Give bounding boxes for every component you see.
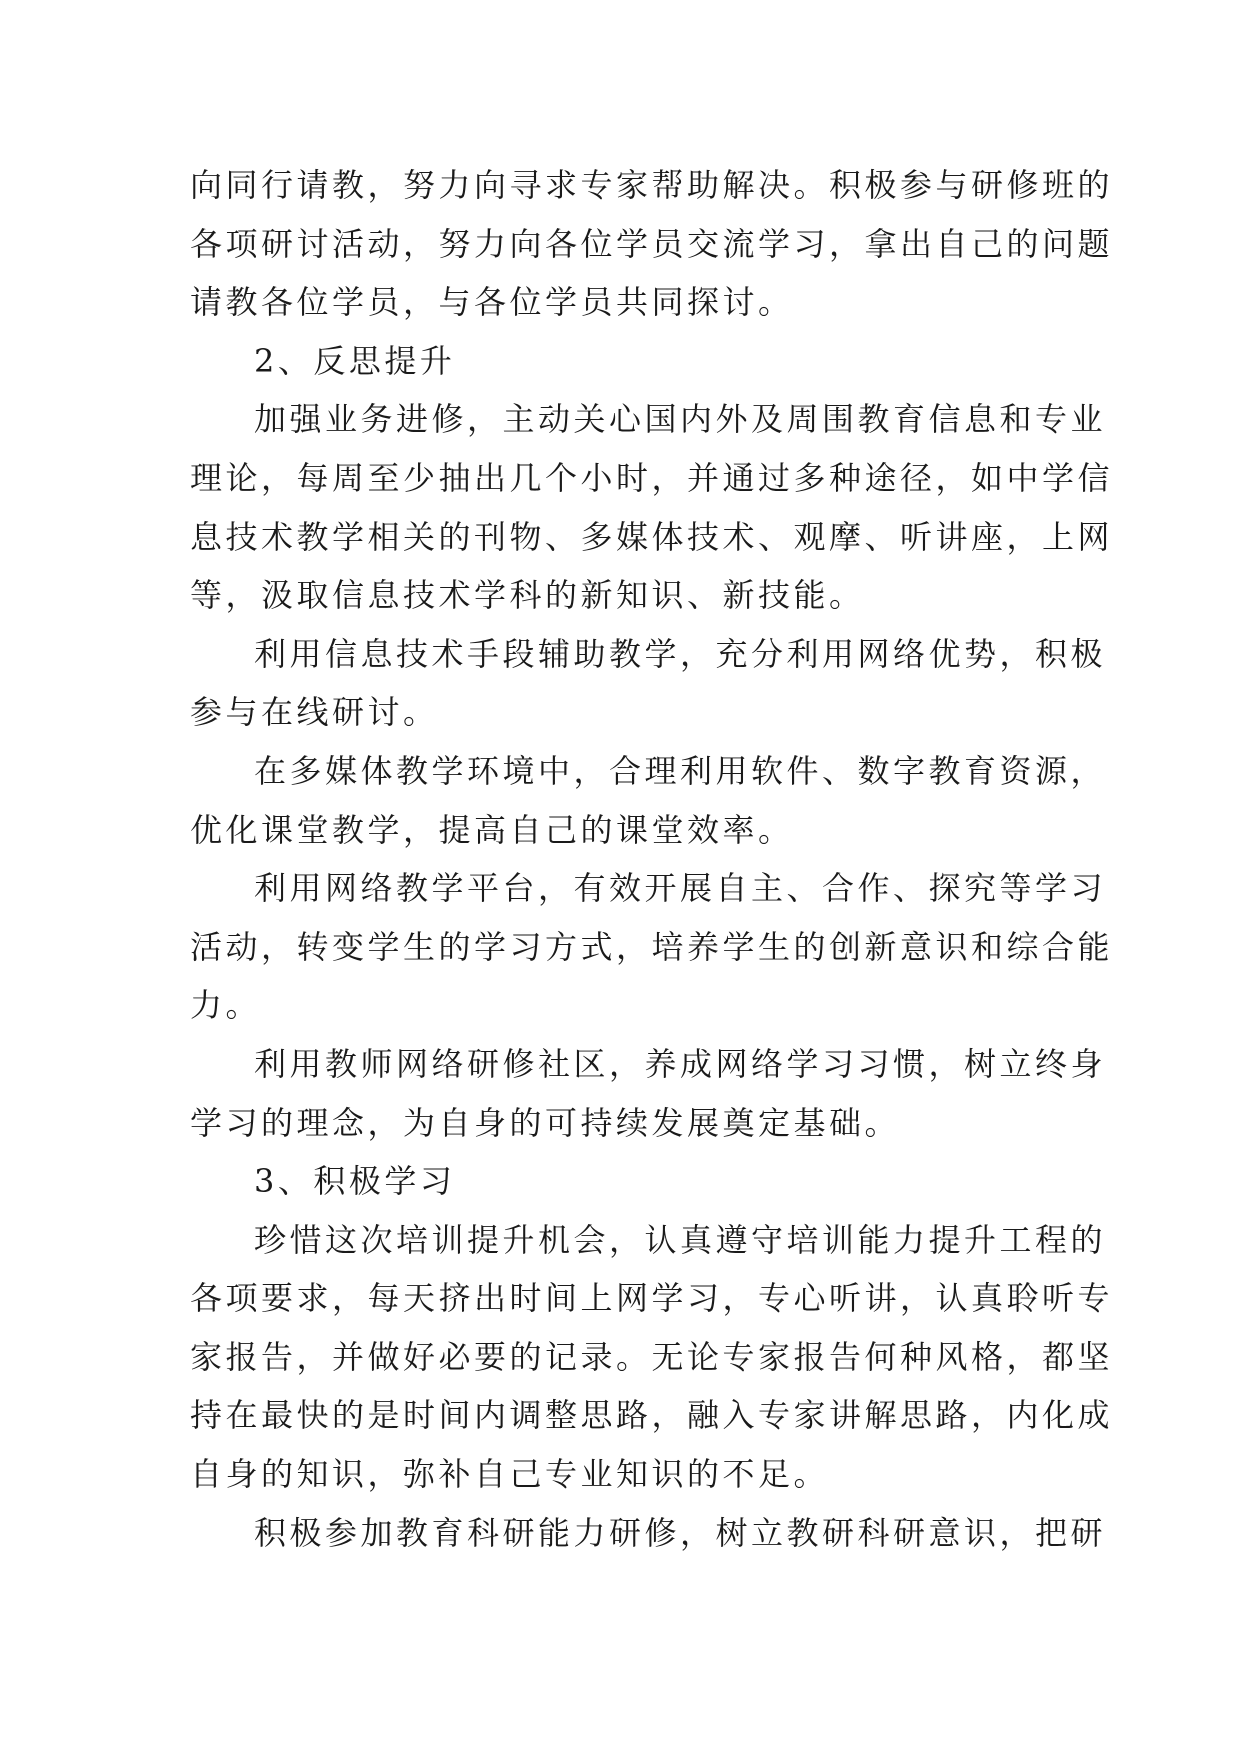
text-line: 积极参加教育科研能力研修，树立教研科研意识，把研 — [254, 1513, 1107, 1552]
text-line: 利用信息技术手段辅助教学，充分利用网络优势，积极 — [254, 634, 1107, 673]
text-line: 利用教师网络研修社区，养成网络学习习惯，树立终身 — [254, 1044, 1107, 1083]
text-line: 珍惜这次培训提升机会，认真遵守培训能力提升工程的 — [254, 1220, 1107, 1259]
text-line: 利用网络教学平台，有效开展自主、合作、探究等学习 — [254, 869, 1107, 908]
text-line: 理论，每周至少抽出几个小时，并通过多种途径，如中学信 — [190, 458, 1114, 497]
document-body — [190, 156, 1114, 1562]
text-line: 加强业务进修，主动关心国内外及周围教育信息和专业 — [254, 400, 1107, 439]
text-line: 持在最快的是时间内调整思路，融入专家讲解思路，内化成 — [190, 1396, 1114, 1435]
text-line: 参与在线研讨。 — [190, 693, 439, 732]
text-line: 3、积极学习 — [254, 1162, 456, 1201]
text-line: 学习的理念，为自身的可持续发展奠定基础。 — [190, 1103, 901, 1142]
text-line: 自身的知识，弥补自己专业知识的不足。 — [190, 1455, 830, 1494]
text-line: 在多媒体教学环境中，合理利用软件、数字教育资源， — [254, 751, 1107, 790]
text-line: 家报告，并做好必要的记录。无论专家报告何种风格，都坚 — [190, 1337, 1114, 1376]
text-line: 力。 — [190, 986, 262, 1025]
text-line: 活动，转变学生的学习方式，培养学生的创新意识和综合能 — [190, 927, 1114, 966]
text-line: 2、反思提升 — [254, 341, 456, 380]
text-line: 优化课堂教学，提高自己的课堂效率。 — [190, 810, 794, 849]
text-line: 各项研讨活动，努力向各位学员交流学习，拿出自己的问题 — [190, 224, 1114, 263]
text-line: 请教各位学员，与各位学员共同探讨。 — [190, 283, 794, 322]
text-line: 向同行请教，努力向寻求专家帮助解决。积极参与研修班的 — [190, 166, 1114, 204]
text-line: 息技术教学相关的刊物、多媒体技术、观摩、听讲座，上网 — [190, 517, 1114, 556]
text-line: 各项要求，每天挤出时间上网学习，专心听讲，认真聆听专 — [190, 1279, 1114, 1318]
text-line: 等，汲取信息技术学科的新知识、新技能。 — [190, 576, 865, 615]
